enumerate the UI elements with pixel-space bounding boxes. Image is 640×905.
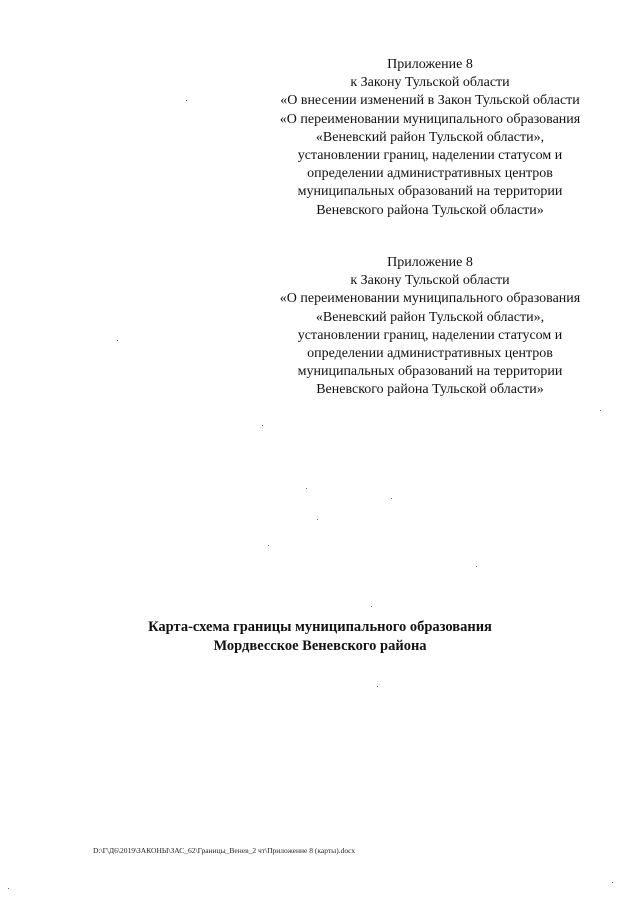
speck bbox=[117, 340, 118, 341]
map-title-line1: Карта-схема границы муниципального образования bbox=[148, 619, 492, 635]
map-title-line2: Мордвесское Веневского района bbox=[213, 638, 427, 654]
speck bbox=[317, 519, 318, 520]
annex-line: установлении границ, наделении статусом и bbox=[297, 327, 563, 343]
speck bbox=[476, 566, 477, 567]
speck bbox=[262, 425, 263, 426]
annex-line: к Закону Тульской области bbox=[350, 75, 510, 91]
annex-line: «О переименовании муниципального образования bbox=[279, 111, 581, 127]
annex-line: установлении границ, наделении статусом и bbox=[297, 148, 563, 164]
annex-line: «О переименовании муниципального образования bbox=[279, 291, 581, 307]
annex-line: «Веневский район Тульской области», bbox=[315, 309, 545, 325]
annex-line: муниципальных образований на территории bbox=[297, 364, 563, 380]
speck bbox=[612, 882, 613, 883]
speck bbox=[377, 686, 378, 687]
annex-line: «Веневский район Тульской области», bbox=[315, 129, 545, 145]
speck bbox=[186, 100, 187, 101]
annex-line: Приложение 8 bbox=[387, 57, 473, 72]
speck bbox=[268, 545, 269, 546]
map-title bbox=[0, 618, 640, 656]
speck bbox=[371, 606, 372, 607]
file-path-footer: D:\Г\Д6\2019\ЗАКОНЫ\ЗАС_62\Границы_Венев_2 чт\Приложение 8 (карты).docx bbox=[93, 846, 356, 855]
annex-line: определении административных центров bbox=[307, 166, 553, 182]
annex-line: Веневского района Тульской области» bbox=[316, 382, 544, 398]
annex-line: Веневского района Тульской области» bbox=[316, 202, 544, 218]
annex-line: к Закону Тульской области bbox=[350, 273, 510, 289]
annex-line: муниципальных образований на территории bbox=[297, 184, 563, 200]
annex-header-original bbox=[240, 254, 620, 400]
annex-line: Приложение 8 bbox=[387, 255, 473, 270]
speck bbox=[8, 888, 9, 889]
speck bbox=[600, 410, 601, 411]
speck bbox=[391, 498, 392, 499]
annex-header-amended bbox=[240, 56, 620, 220]
speck bbox=[306, 488, 307, 489]
annex-line: определении административных центров bbox=[307, 346, 553, 362]
annex-line: «О внесении изменений в Закон Тульской области bbox=[280, 93, 580, 109]
